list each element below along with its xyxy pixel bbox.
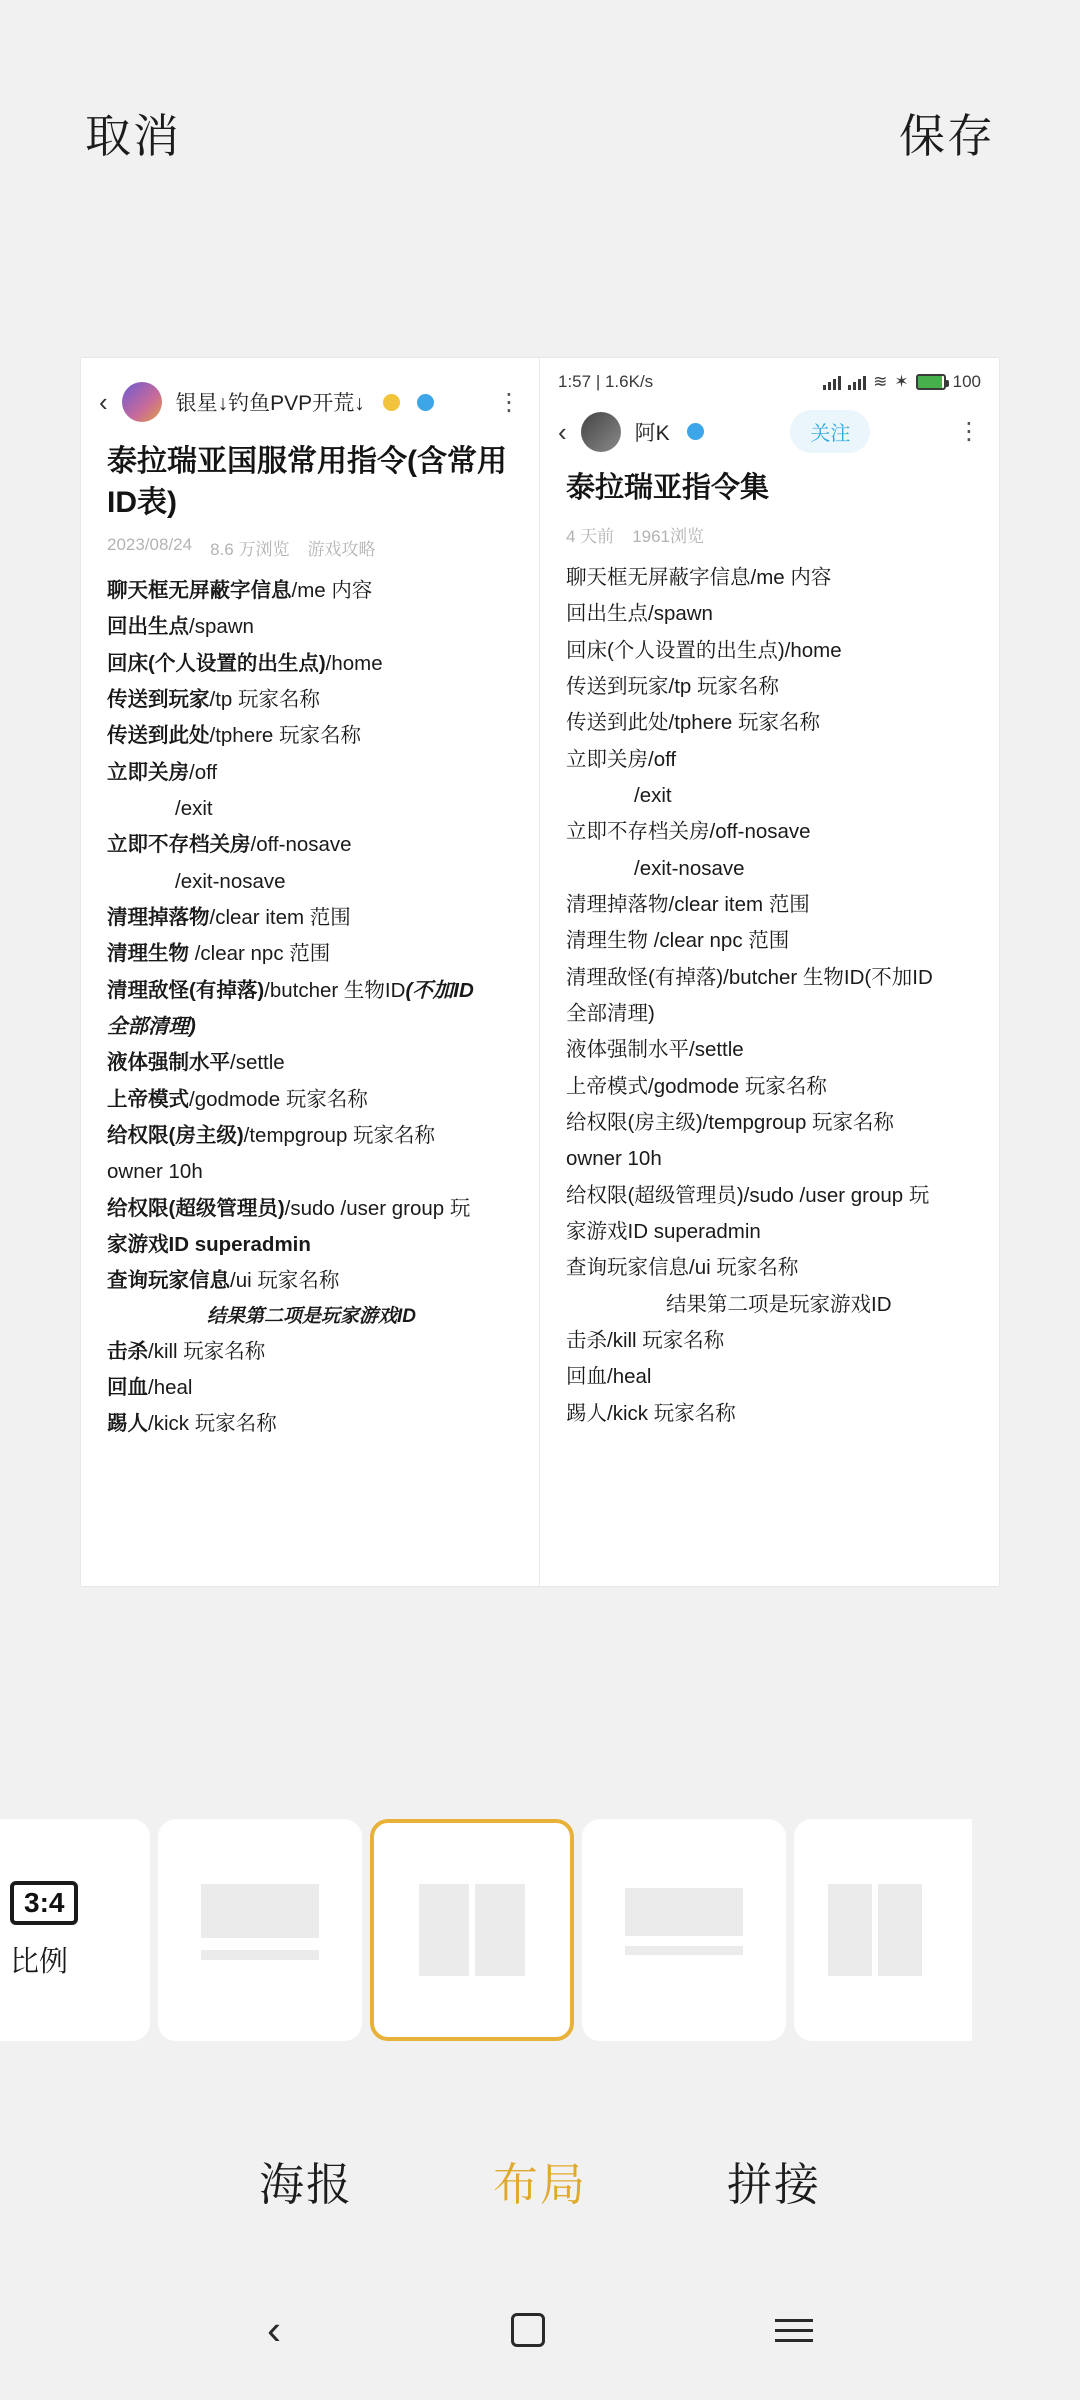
right-article-body [566, 563, 973, 1429]
status-time-speed [558, 372, 653, 392]
right-command-line: 结果第二项是玩家游戏ID [666, 1292, 892, 1316]
signal-icon [848, 374, 866, 390]
right-command-line: 清理敌怪(有掉落)/butcher 生物ID(不加ID [566, 965, 933, 989]
collage-image-left[interactable] [81, 358, 540, 1586]
left-article-category: 游戏攻略 [307, 540, 376, 559]
right-article-meta [566, 522, 973, 547]
right-command-line: 查询玩家信息/ui 玩家名称 [566, 1256, 799, 1280]
tab-layout[interactable]: 布局 [492, 2158, 587, 2210]
signal-icon [823, 374, 841, 390]
right-command-line: 回床(个人设置的出生点)/home [566, 638, 842, 662]
left-command-line: 回血/heal [107, 1376, 193, 1399]
right-command-line: 回出生点/spawn [566, 602, 713, 626]
right-command-line: /exit [634, 784, 672, 808]
follow-button[interactable]: 关注 [790, 410, 870, 453]
right-command-line: 给权限(房主级)/tempgroup 玩家名称 [566, 1111, 895, 1135]
left-command-line: 给权限(房主级)/tempgroup 玩家名称 [107, 1123, 436, 1147]
left-command-line: 全部清理) [107, 1014, 196, 1038]
right-screenshot-header [540, 396, 999, 465]
left-command-line: 上帝模式/godmode 玩家名称 [107, 1087, 368, 1111]
right-command-line: 传送到此处/tphere 玩家名称 [566, 711, 821, 735]
right-command-line: owner 10h [566, 1147, 662, 1171]
right-article-date: 4 天前 [566, 527, 615, 547]
left-command-line: 清理敌怪(有掉落)/butcher 生物ID(不加ID [107, 978, 474, 1002]
aspect-ratio-value: 3:4 [10, 1881, 78, 1925]
left-command-line: 踢人/kick 玩家名称 [107, 1412, 277, 1436]
left-command-line: 聊天框无屏蔽字信息/me 内容 [107, 579, 373, 602]
right-article-views: 1961浏览 [632, 527, 705, 547]
status-time: 1:57 [558, 372, 592, 391]
layout-option-3[interactable] [582, 1819, 786, 2041]
left-command-line: /exit [175, 796, 213, 820]
layout-option-4[interactable] [794, 1819, 972, 2041]
left-command-line: 立即关房/off [107, 760, 218, 784]
left-screenshot-header [81, 358, 539, 436]
left-command-line: 液体强制水平/settle [107, 1051, 285, 1075]
right-command-line: 击杀/kill 玩家名称 [566, 1329, 725, 1353]
left-command-line: 传送到此处/tphere 玩家名称 [107, 724, 362, 748]
kebab-icon: ⋮ [957, 418, 981, 445]
left-article-body [107, 576, 513, 1440]
collage-image-right[interactable] [540, 358, 999, 1586]
left-article-title: 泰拉瑞亚国服常用指令(含常用ID表) [107, 445, 507, 519]
left-command-line: 查询玩家信息/ui 玩家名称 [107, 1269, 340, 1293]
aspect-ratio-card[interactable] [0, 1819, 150, 2041]
coin-icon [383, 394, 400, 411]
collage-preview[interactable] [0, 358, 1080, 1808]
left-article-views: 8.6 万浏览 [210, 540, 290, 559]
layout-option-1[interactable] [158, 1819, 362, 2041]
bluetooth-icon: ✶ [894, 372, 909, 391]
left-command-line: 清理生物 /clear npc 范围 [107, 942, 331, 966]
layout-option-2[interactable] [370, 1819, 574, 2041]
right-command-line: 立即关房/off [566, 747, 677, 771]
left-command-line: 击杀/kill 玩家名称 [107, 1339, 266, 1363]
right-command-line: 回血/heal [566, 1365, 652, 1389]
layout-two-columns-icon [413, 1884, 531, 1976]
aspect-ratio-label: 比例 [10, 1945, 69, 1978]
right-command-line: 聊天框无屏蔽字信息/me 内容 [566, 566, 832, 590]
right-status-bar [540, 358, 999, 396]
right-article-title: 泰拉瑞亚指令集 [566, 472, 770, 504]
right-command-line: 清理掉落物/clear item 范围 [566, 893, 810, 917]
blue-dot-icon [687, 423, 704, 440]
left-command-line: 立即不存档关房/off-nosave [107, 833, 352, 857]
nav-back-icon[interactable]: ‹ [267, 2306, 281, 2353]
right-command-line: 踢人/kick 玩家名称 [566, 1401, 736, 1425]
battery-level: 100 [952, 372, 981, 391]
avatar [122, 382, 162, 422]
left-article [81, 436, 539, 1440]
avatar [581, 412, 621, 452]
save-button[interactable]: 保存 [899, 100, 995, 166]
editor-top-bar [0, 0, 1080, 265]
right-command-line: 家游戏ID superadmin [566, 1220, 761, 1244]
right-article [540, 465, 999, 1429]
right-command-line: 传送到玩家/tp 玩家名称 [566, 675, 779, 699]
right-command-line: 液体强制水平/settle [566, 1038, 744, 1062]
right-command-line: 全部清理) [566, 1002, 655, 1026]
wifi-icon: ≋ [873, 372, 888, 391]
left-command-line: 清理掉落物/clear item 范围 [107, 905, 351, 929]
layout-stacked-lines-icon [625, 1884, 743, 1976]
left-command-line: 给权限(超级管理员)/sudo /user group 玩 [107, 1196, 471, 1220]
status-speed: | 1.6K/s [595, 372, 654, 391]
mode-tabs[interactable] [0, 2120, 1080, 2240]
chevron-left-icon: ‹ [99, 387, 108, 417]
system-navigation-bar[interactable] [0, 2260, 1080, 2400]
cancel-button[interactable]: 取消 [85, 100, 181, 166]
layout-options-strip[interactable] [0, 1805, 1080, 2055]
right-command-line: 上帝模式/godmode 玩家名称 [566, 1074, 827, 1098]
left-command-line: 回出生点/spawn [107, 615, 254, 639]
left-account-name: 银星↓钓鱼PVP开荒↓ [175, 392, 365, 415]
layout-two-columns-narrow-icon [814, 1884, 932, 1976]
left-command-line: 传送到玩家/tp 玩家名称 [107, 687, 320, 711]
nav-home-icon[interactable] [511, 2313, 545, 2347]
left-command-line: 家游戏ID superadmin [107, 1232, 311, 1256]
right-account-name: 阿K [634, 421, 670, 445]
left-article-meta [107, 535, 513, 560]
collage-canvas[interactable] [81, 358, 999, 1586]
right-command-line: 立即不存档关房/off-nosave [566, 820, 811, 844]
tab-stitch[interactable]: 拼接 [727, 2158, 822, 2210]
left-command-line: 结果第二项是玩家游戏ID [207, 1305, 417, 1327]
left-command-line: owner 10h [107, 1160, 203, 1184]
right-command-line: 给权限(超级管理员)/sudo /user group 玩 [566, 1183, 930, 1207]
chevron-left-icon: ‹ [558, 416, 567, 447]
right-command-line: 清理生物 /clear npc 范围 [566, 929, 790, 953]
battery-icon [916, 374, 946, 390]
blue-dot-icon [417, 394, 434, 411]
nav-recents-icon[interactable] [775, 2319, 813, 2342]
layout-stacked-icon [201, 1884, 319, 1976]
left-command-line: 回床(个人设置的出生点)/home [107, 651, 383, 675]
tab-poster[interactable]: 海报 [258, 2158, 353, 2210]
left-command-line: /exit-nosave [175, 869, 286, 893]
right-command-line: /exit-nosave [634, 856, 745, 880]
kebab-icon: ⋮ [497, 388, 521, 416]
left-article-date: 2023/08/24 [107, 535, 193, 554]
